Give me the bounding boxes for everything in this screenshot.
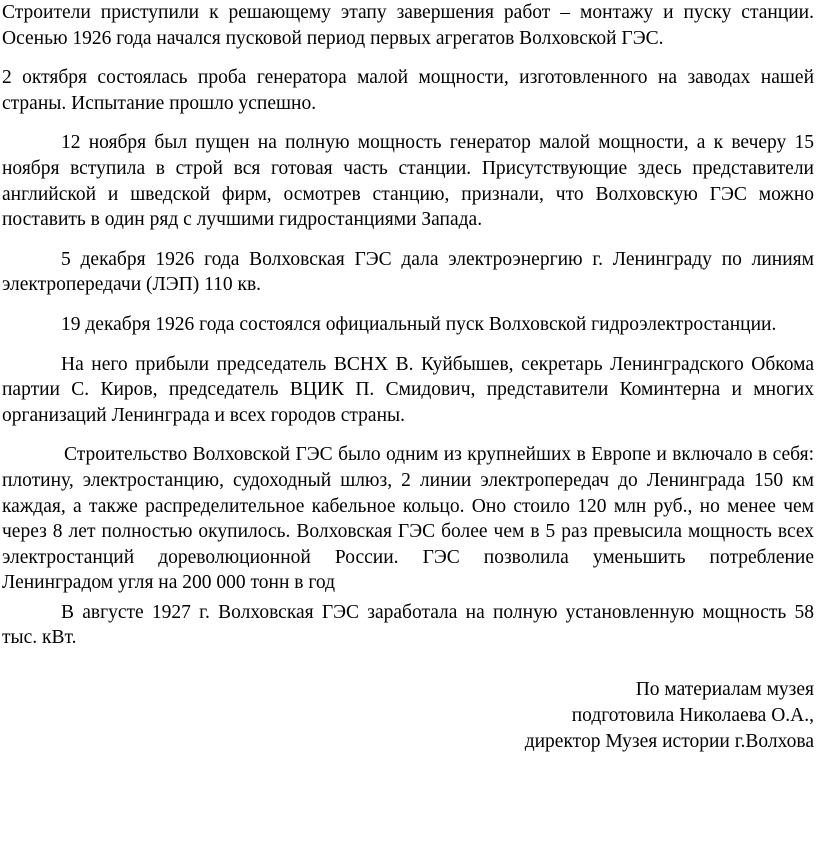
signature-line-position: директор Музея истории г.Волхова: [524, 730, 814, 752]
paragraph-official-launch: 19 декабря 1926 года состоялся официальный пуск Волховской гидроэлектростанции.: [61, 313, 777, 335]
paragraph-construction-summary: Строительство Волховской ГЭС было одним из крупнейших в Европе и включало в себя: плотину, электростанцию, судоходный шлюз, 2 линии электропередач до Ленинграда 150 км каждая, а также распределительное кабельное кольцо. Оно стоило 120 млн руб., но менее чем через 8 лет полностью окупилось. Волховская ГЭС более чем в 5 раз превысила мощность всех электростанций дореволюционной России. ГЭС позволила уменьшить потребление Ленинградом угля на 200 000 тонн в год: [2, 444, 814, 594]
signature-line-author: подготовила Николаева О.А.,: [571, 704, 814, 726]
paragraph-electricity-leningrad: 5 декабря 1926 года Волховская ГЭС дала электроэнергию г. Ленинграду по линиям электропередачи (ЛЭП) 110 кв.: [2, 248, 814, 296]
signature-block: [2, 677, 814, 754]
paragraph-guests: На него прибыли председатель ВСНХ В. Куйбышев, секретарь Ленинградского Обкома партии С. Киров, председатель ВЦИК П. Смидович, представители Коминтерна и многих организаций Ленинграда и всех городов страны.: [2, 353, 814, 426]
paragraph-generator-test: 2 октября состоялась проба генератора малой мощности, изготовленного на заводах нашей страны. Испытание прошло успешно.: [2, 67, 814, 114]
paragraph-full-power: 12 ноября был пущен на полную мощность генератор малой мощности, а к вечеру 15 ноября вступила в строй вся готовая часть станции. Присутствующие здесь представители английской и шведской фирм, осмотрев станцию, признали, что Волховскую ГЭС можно поставить в один ряд с лучшими гидростанциями Запада.: [2, 132, 814, 231]
paragraph-launch-period: Строители приступили к решающему этапу завершения работ – монтажу и пуску станции. Осенью 1926 года начался пусковой период первых агрегатов Волховской ГЭС.: [2, 2, 814, 49]
paragraph-full-capacity: В августе 1927 г. Волховская ГЭС заработала на полную установленную мощность 58 тыс. кВт.: [2, 601, 814, 649]
signature-line-source: По материалам музея: [635, 679, 814, 701]
